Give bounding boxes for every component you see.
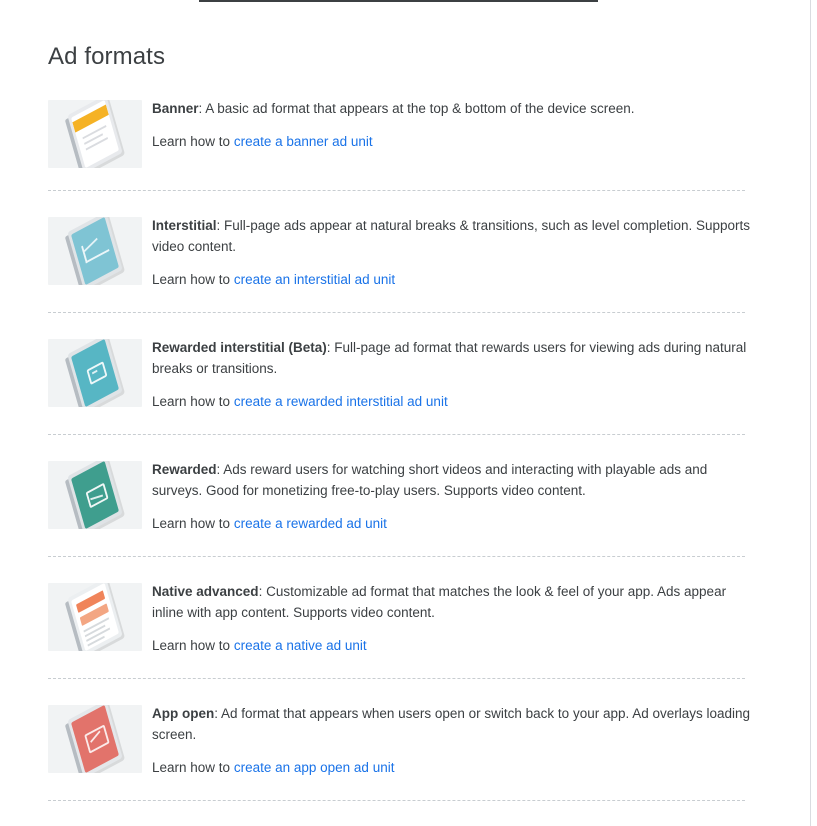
spacer [48,313,770,335]
format-name: App open [152,706,215,721]
list-item [48,213,770,290]
spacer [48,168,770,190]
create-native-ad-unit-link[interactable]: create a native ad unit [233,638,367,653]
list-item [48,457,770,534]
format-description [152,215,752,257]
list-divider [48,800,745,801]
learn-how-to-line [152,391,752,412]
spacer [48,435,770,457]
format-body [152,701,752,778]
format-description [152,98,635,119]
native-advanced-ad-illustration [48,583,142,651]
ad-formats-list [48,96,770,801]
format-body [152,213,752,290]
format-description-text: : A basic ad format that appears at the top & bottom of the device screen. [198,101,635,116]
learn-prefix: Learn how to [152,272,231,287]
spacer [48,191,770,213]
spacer [48,679,770,701]
rewarded-interstitial-ad-illustration [48,339,142,407]
learn-how-to-line [152,269,752,290]
list-item [48,335,770,412]
learn-prefix: Learn how to [152,516,231,531]
format-description [152,581,752,623]
spacer [48,778,770,800]
learn-prefix: Learn how to [152,394,231,409]
spacer [48,412,770,434]
rewarded-ad-illustration [48,461,142,529]
learn-prefix: Learn how to [152,760,231,775]
format-body [152,579,752,656]
list-item [48,96,770,168]
learn-prefix: Learn how to [152,134,231,149]
format-name: Rewarded interstitial (Beta) [152,340,327,355]
format-description-text: : Ad format that appears when users open or switch back to your app. Ad overlays loading screen. [152,706,751,742]
spacer [48,290,770,312]
format-description-text: : Customizable ad format that matches the look & feel of your app. Ads appear inline with app content. Supports video content. [152,584,727,620]
format-name: Rewarded [152,462,217,477]
app-open-ad-illustration [48,705,142,773]
content-right-border [810,0,811,826]
learn-how-to-line [152,131,635,152]
banner-ad-illustration [48,100,142,168]
spacer [48,656,770,678]
list-item [48,579,770,656]
format-description [152,337,752,379]
format-name: Native advanced [152,584,259,599]
format-description-text: : Full-page ad format that rewards users for viewing ads during natural breaks or transitions. [152,340,747,376]
format-description-text: : Full-page ads appear at natural breaks & transitions, such as level completion. Supports video content. [152,218,751,254]
page-title: Ad formats [48,43,166,70]
learn-how-to-line [152,757,752,778]
interstitial-ad-illustration [48,217,142,285]
spacer [48,557,770,579]
format-body [152,335,752,412]
format-body [152,457,752,534]
format-name: Interstitial [152,218,217,233]
create-banner-ad-unit-link[interactable]: create a banner ad unit [233,134,373,149]
learn-how-to-line [152,513,752,534]
learn-how-to-line [152,635,752,656]
format-body [152,96,635,152]
format-description-text: : Ads reward users for watching short videos and interacting with playable ads and surveys. Good for monetizing free-to-play users. Supports video content. [152,462,708,498]
spacer [48,534,770,556]
create-interstitial-ad-unit-link[interactable]: create an interstitial ad unit [233,272,396,287]
list-item [48,701,770,778]
format-description [152,459,752,501]
learn-prefix: Learn how to [152,638,231,653]
create-rewarded-interstitial-ad-unit-link[interactable]: create a rewarded interstitial ad unit [233,394,448,409]
format-name: Banner [152,101,199,116]
format-description [152,703,752,745]
create-app-open-ad-unit-link[interactable]: create an app open ad unit [233,760,395,775]
create-rewarded-ad-unit-link[interactable]: create a rewarded ad unit [233,516,387,531]
